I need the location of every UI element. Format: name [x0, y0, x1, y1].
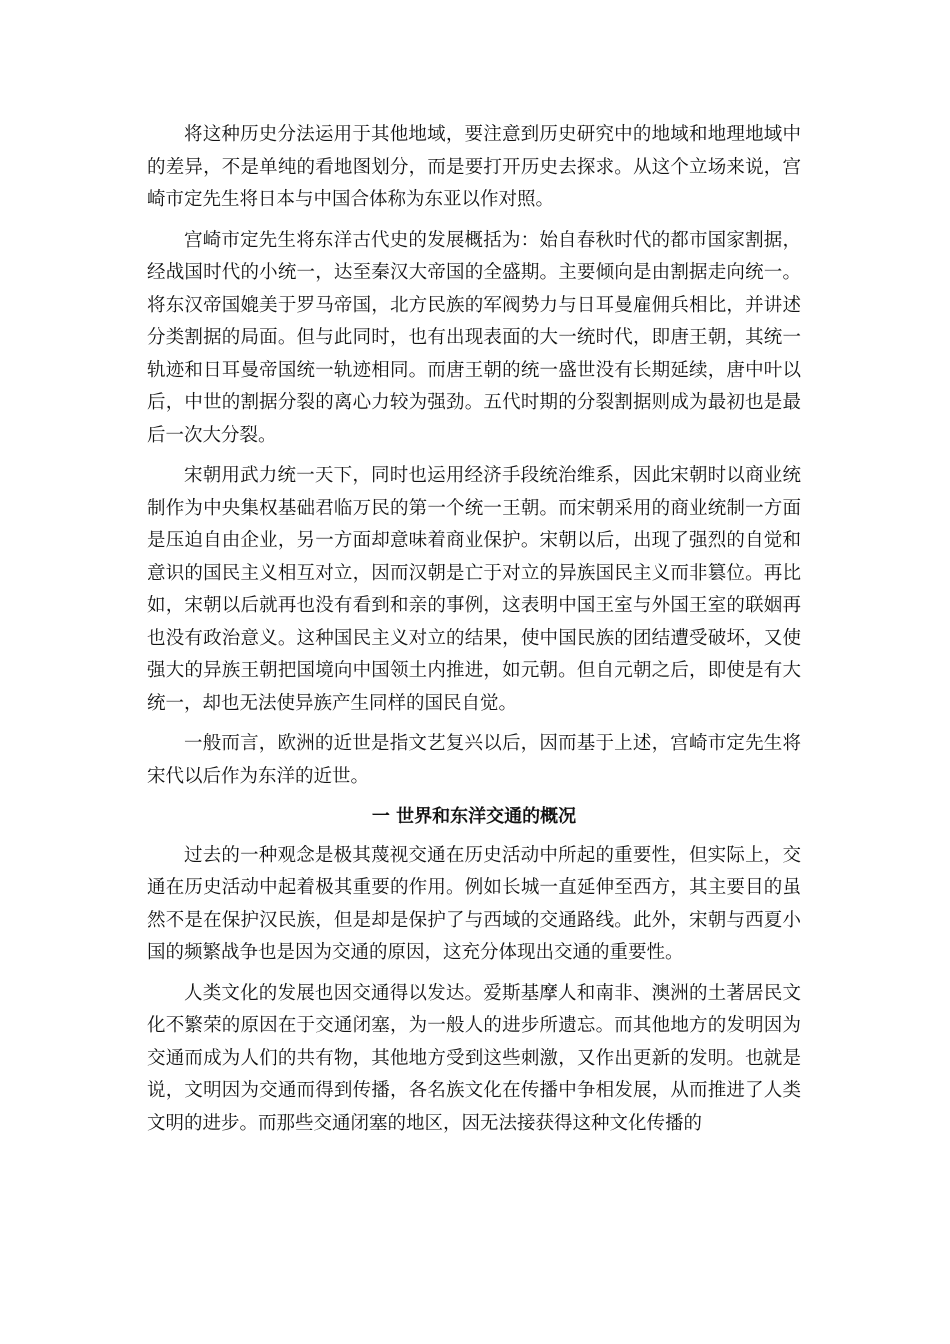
- paragraph: 过去的一种观念是极其蔑视交通在历史活动中所起的重要性，但实际上，交通在历史活动中起着极其重要的作用。例如长城一直延伸至西方，其主要目的虽然不是在保护汉民族，但是却是保护了与西域的交通路线。此外，宋朝与西夏小国的频繁战争也是因为交通的原因，这充分体现出交通的重要性。: [147, 844, 801, 963]
- paragraph: 一般而言，欧洲的近世是指文艺复兴以后，因而基于上述，宫崎市定先生将宋代以后作为东洋的近世。: [147, 733, 801, 787]
- paragraph: 将这种历史分法运用于其他地域，要注意到历史研究中的地域和地理地域中的差异，不是单纯的看地图划分，而是要打开历史去探求。从这个立场来说，宫崎市定先生将日本与中国合体称为东亚以作对照。: [147, 124, 801, 210]
- paragraph: 人类文化的发展也因交通得以发达。爱斯基摩人和南非、澳洲的土著居民文化不繁荣的原因在于交通闭塞，为一般人的进步所遗忘。而其他地方的发明因为交通而成为人们的共有物，其他地方受到这些刺激，又作出更新的发明。也就是说，文明因为交通而得到传播，各名族文化在传播中争相发展，从而推进了人类文明的进步。而那些交通闭塞的地区，因无法接获得这种文化传播的: [147, 982, 801, 1134]
- paragraph: 宋朝用武力统一天下，同时也运用经济手段统治维系，因此宋朝时以商业统制作为中央集权基础君临万民的第一个统一王朝。而宋朝采用的商业统制一方面是压迫自由企业，另一方面却意味着商业保护。宋朝以后，出现了强烈的自觉和意识的国民主义相互对立，因而汉朝是亡于对立的异族国民主义而非篡位。再比如，宋朝以后就再也没有看到和亲的事例，这表明中国王室与外国王室的联姻再也没有政治意义。这种国民主义对立的结果，使中国民族的团结遭受破坏，又使强大的异族王朝把国境向中国领土内推进，如元朝。但自元朝之后，即使是有大统一，却也无法使异族产生同样的国民自觉。: [147, 465, 801, 714]
- document-body: [147, 119, 801, 1148]
- section-heading: 一 世界和东洋交通的概况: [371, 806, 577, 827]
- paragraph: 宫崎市定先生将东洋古代史的发展概括为：始自春秋时代的都市国家割据，经战国时代的小统一，达至秦汉大帝国的全盛期。主要倾向是由割据走向统一。将东汉帝国媲美于罗马帝国，北方民族的军阀势力与日耳曼雇佣兵相比，并讲述分类割据的局面。但与此同时，也有出现表面的大一统时代，即唐王朝，其统一轨迹和日耳曼帝国统一轨迹相同。而唐王朝的统一盛世没有长期延续，唐中叶以后，中世的割据分裂的离心力较为强劲。五代时期的分裂割据则成为最初也是最后一次大分裂。: [147, 229, 801, 446]
